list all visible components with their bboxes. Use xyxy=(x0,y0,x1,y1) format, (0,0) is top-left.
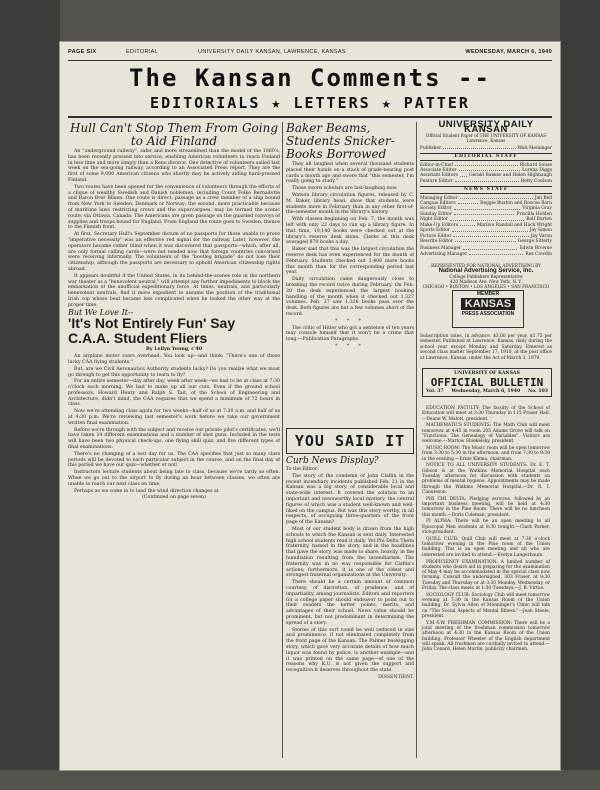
letters-column xyxy=(286,456,414,682)
letter-para: There should be a certain amount of common courtesy, of discretion, of prudence, and of impartiality, among journalists. Editors and reporters for a college paper should endeavor to point out to their readers the better points, merits, and advantages of their school. News value should be prominent, but not predominant in determining the spread of a story. xyxy=(286,580,414,626)
staff-row: Campus Editors Reggie Buxton and Roscoe Born xyxy=(420,201,552,207)
staff-row: Assistant Editors Gerald Banker and Helen Highbaugh xyxy=(420,173,552,179)
letter-para: The story of the condemn of John Claflin in the recent incendiary incidents published Feb. 21 in the Kansan was a big story, of considerable local and state-wide interest. It covered the solution to an important and newsworthy local mystery, the central figures of which was a student well-known and well-liked on the campus. But was this story worthy, in all respects, of occupying three-quarters of the front page of the Kansan? xyxy=(286,473,414,526)
masthead-subtitle: EDITORIALS ★ LETTERS ★ PATTER xyxy=(150,94,470,112)
staff-row: Business Manager Edwin Browne xyxy=(420,246,552,252)
letter-salutation: To the Editor: xyxy=(286,467,319,472)
editorial-column-left xyxy=(68,122,280,502)
staff-row: Rewrite Editor George Sitterly xyxy=(420,238,552,244)
staff-row: Managing Editor Jim Bell xyxy=(420,195,552,201)
staff-row: Advertising Manager Rex Cowdin xyxy=(420,251,552,257)
bulletin-notice: EDUCATION FACULTY: The faculty of the School of Education will meet at 3:30 Thursday in 115 Fraser Hall.—Deane W. Malott, president. xyxy=(422,406,550,422)
newspaper-page xyxy=(60,42,560,770)
letter-signature: DISSENTIENT. xyxy=(378,674,414,680)
letter-headline: Curb News Display? xyxy=(286,456,379,466)
editorial-finland-para: It appears doubtful if the United States, in its behind-the-scenes role in the northern war theater as a "benevolent neutral," will attempt any further impediments to block the embarkation of the unofficial expeditionary force. At times, neutrals, and particularly benevolent neutrals, find it more expedient to assume the position of the traditional Irish cop whose beat became less complicated when he looked the other way at the proper time. xyxy=(68,273,280,308)
staff-box-subtitle: Official Student Paper of THE UNIVERSITY OF KANSAS Lawrence, Kansas xyxy=(425,132,547,143)
masthead-title: The Kansan Comments -- xyxy=(129,64,491,92)
library-para: Baker said that this was the largest circulation the reserve desk has even experienced for the month of February. Students checked out 2,408 more books this month than for the corresponding period last year. xyxy=(286,247,414,276)
masthead-rule xyxy=(68,116,552,118)
page-number: PAGE SIX xyxy=(68,49,97,55)
column-rule xyxy=(282,122,283,758)
staff-row: Society Editor Virginia Gray xyxy=(420,206,552,212)
editorial-finland-para: An "underground railway", safer and more streamlined than the model of the 1860's, has been recently pressed into service, enabling American volunteers to reach Finland in less time and more simply than a Reno divorce. One detective of volunteers sailed last week on the sea-going railway, according to an Associated Press report. They are the first of some 9,000 American citizens who shortly may be actively aiding hard-pressed Finland. xyxy=(68,149,280,183)
editorial-staff-heading: EDITORIAL STAFF xyxy=(420,153,552,160)
caa-byline: By Leilyn Young, c'40 xyxy=(145,347,203,353)
staff-row: Associate Editor Lorena Diggs xyxy=(420,168,552,174)
staff-row: Picture Editor Jay Varon xyxy=(420,233,552,239)
column-rule xyxy=(416,122,417,758)
scan-border-top xyxy=(0,0,600,42)
bulletin-notice: SOCIOLOGY CLUB: Sociology Club will meet tomorrow evening at 7:30 in the Kansas Room of the Union building. Dr. Sylvia Allen of Menninger's Clinic will talk on "The Social Aspects of Mental Illness."—Jean Steele, president. xyxy=(422,592,550,619)
bulletin-notices xyxy=(422,406,550,654)
caa-para: There's no changing of a test day for us. The CAA specifies that just so many class periods will be devoted to each particular subject in the course, and on the final day of this period we have our quiz—whether or not! xyxy=(68,451,280,469)
subscription-info: Subscription rates, in advance, $3.00 per year, $1.75 per semester. Published at Lawrence, Kansas, daily during the school year except Monday and Saturday. Entered as second class matter September 17, 1910, at the post office at Lawrence, Kansas, under the Act of March 3, 1879. xyxy=(420,334,552,361)
caa-continued: (Continued on page seven) xyxy=(142,495,206,501)
library-para: With classes beginning on Feb. 7, the month was left with only 22 days to run up a library figure. In that time, 19,140 books were checked out at the library's reserve desk alone. Clerks at this desk averaged 870 books a day. xyxy=(286,217,414,246)
library-para: Those sworn scholars are last-laughing now. xyxy=(292,186,398,192)
staff-row: Editor-in-Chief Richard Souse xyxy=(420,162,552,168)
bulletin-notice: QUILL CLUB: Quill Club will meet at 7:30 o'clock tomorrow evening in the Pine room of the Union building. This is an open meeting and all who are interested are invited to attend.—Evelyn Langerbaum. xyxy=(422,536,550,558)
bulletin-notice: Y.M.-Y.W. FRESHMAN COMMISSION: There will be a joint meeting of the freshman commission tomorrow afternoon at 4:30 in the Kansas Room of the Union building. Professor Wheeler of the English department will speak. All freshmen are cordially invited to attend.—John Conard, Helen Martin, publicity chairmen. xyxy=(422,620,550,653)
caa-kicker: But We Love It-- xyxy=(68,307,134,317)
caa-para: Before we're through with the subject and receive our private pilot's certificates, we'll have taken 14 different examinations and a number of shot guns. Included in the tests will have been two physical check-ups, one flying skill quiz, and five different types of final examinations. xyxy=(68,427,280,451)
news-staff-heading: NEWS STAFF xyxy=(420,186,552,193)
staff-row: Night Editor Rolf Burton xyxy=(420,217,552,223)
section-label: EDITORIAL xyxy=(126,49,159,55)
caa-para: For an entire semester—day after day, week after week—we had to be at class at 7:30 o'clock each morning. We had to make up all our cuts. Even if the ground school professors, Howard Henry and Ralph S. Tait, of the School of Engineering and Architecture, didn't mind, the CAA requires that we spend a minimum of 72 hours in class. xyxy=(68,379,280,408)
bulletin-notice: PI ALPHA: There will be an open meeting to all Episcopal Men students at 8:30 tonight.—Clark Parker, vice-president. xyxy=(422,519,550,536)
scan-border-right xyxy=(560,0,600,790)
library-headline: Baker Beams, Students Snicker- Books Borrowed xyxy=(286,121,395,161)
library-para: They all laughed when several thousand students placed their hands on a stack of grade-bearing post cards a month ago and swore that "this semester, I'm really going to study." xyxy=(286,162,414,185)
caa-headline: 'It's Not Entirely Fun' Say C.A.A. Student Fliers xyxy=(68,315,236,347)
caa-para: An airplane motor roars overhead. You look up—and think: "There's one of those lucky CAA flying students." xyxy=(68,354,280,365)
publication-line: UNIVERSITY DAILY KANSAN, LAWRENCE, KANSAS xyxy=(198,49,346,55)
page-folio xyxy=(68,49,552,59)
publisher-row: Publisher Walt Meininger xyxy=(420,145,552,151)
staff-row: Sports Editor Jay Simon xyxy=(420,228,552,234)
editorial-column-middle xyxy=(286,122,414,351)
folio-rule xyxy=(68,60,552,61)
caa-para: But, are we Civil Aeronautics Authority students lucky? Do you realize what we must go through to get this opportunity to learn to fly? xyxy=(68,366,280,378)
press-association-logo: MEMBER KANSAS PRESS ASSOCIATION xyxy=(452,290,524,328)
caa-para: Now we're attending class again for two weeks—half of us at 7:30 a.m. and half of us at 4:30 p.m. We're reviewing last semester's work before we take our government written final examination. xyxy=(68,409,280,426)
editorial-finland-para: Two routes have been opened for the convenience of volunteers through the efforts of a clique of wealthy Swedish and Danish noblemen, including Count Folke Bernadotte and Baron Bror Blixen. One route is direct: passage as a crew member of a ship bound from New York to Sweden, Denmark or Norway; the second, more practicable because of maritime laws restricting crews and the supercargoes, may be termed the scenic route: via Ottawa, Canada. The Americans are given passage on the guarded convoys of supplies and troops bound for England. From England the route goes to Sweden, thence to the Finnish front. xyxy=(68,184,280,231)
scan-border-left xyxy=(0,0,60,790)
bulletin-notice: MUSIC ROOM: The Music room will be open tomorrow from 3:30 to 5:30 in the afternoon, and from 7:30 to 9:30 in the evening.—Ernie Klema, chairman. xyxy=(422,446,550,462)
staff-row: Make-Up Editors Marilou Randall and Hack Wright xyxy=(420,222,552,228)
bulletin-notice: NOTICE TO ALL UNIVERSITY STUDENTS: Dr. E. T. Gibson is at the Watkins Memorial Hospital each Tuesday afternoon for discussion with students on problems of mental hygiene. Appointments may be made through the Watkins Memorial Hospital.—Dr. R. I. Canuteson. xyxy=(422,463,550,495)
scan-border-bottom xyxy=(0,770,600,790)
letters-banner: YOU SAID IT xyxy=(286,428,414,454)
separator-stars: * * * xyxy=(334,318,365,324)
staff-row: Sunday Editor Priscilla Holden xyxy=(420,211,552,217)
patter-item: The critic of Hitler who got a sentence of ten years may console himself that it won't be a crime that long.—Publication Paragraphs. xyxy=(286,325,414,343)
separator-stars: * * * xyxy=(334,343,365,349)
editorial-finland-headline: Hull Can't Stop Them From Going to Aid Finland xyxy=(69,121,278,148)
library-para: Daily circulation came dangerously close to breaking the record twice during February. On Feb. 20 the desk experienced the largest booking handling of the month when it checked out 1,327 volumes. Feb. 27 saw 1,326 books pass over the desk. Both figures are but a few volumes short of the record. xyxy=(286,277,414,317)
editorial-finland-para: At first, Secretary Hull's September dictum of no passports for those unable to prove "imperative necessity" was an effective red signal for the railway. Later, however, the operators became rather blind when it was discovered that passports—which, after all, are only formal calling cards—were not needed now that foreign countries concerned were receiving informally. The volunteers of the "bootleg brigade" do not lose their citizenship, although the passports are necessary to uphold American citizenship rights abroad. xyxy=(68,232,280,272)
library-para: Watson library circulation figures, released by C. M. Baker, library head, show that students were students more in February than in any other first-of-the-semester month in the library's history. xyxy=(286,192,414,216)
caa-para: Instructors lecture students about being late to class, because we're tardy so often. When we go out to the airport to fly during an hour between classes, we often are unable to reach our next class on time. xyxy=(68,470,280,487)
letter-para: Most of our student body is drawn from the high schools to which the Kansan is sent daily. Interested high school students read it daily. Yet Phi Delta Theta fraternity, named in the story, and in the headlines that gave the story, was made to share, heavily, in the humiliation resulting from the incendiarism. The fraternity was in no way responsible for Claflin's actions; furthermore, it is one of the oldest and strongest fraternal organizations at the University. xyxy=(286,526,414,579)
bulletin-notice: MATHEMATICS STUDENTS: The Math Club will meet tomorrow at 4:45 in room 205 Adams Grove will talk on "Functions: The Genealogy of Variables". Visitors are welcome.—Marlow Shiekelsky, president. xyxy=(422,423,550,445)
national-rep: REPRESENTED FOR NATIONAL ADVERTISING BY National Advertising Service, Inc. College Publishers Representative 420 Madison Ave. New York, N. Y. CHICAGO • BOSTON • LOS ANGELES • SAN FRANCISCO xyxy=(422,263,550,290)
bulletin-notice: PHI CHI DELTA: Pledging services, followed by an important business meeting, will be held at 4:30 tomorrow in the Pine Room. There will be no luncheon this month.—Doris Coleman, president. xyxy=(422,496,550,518)
caa-para: Perhaps as we come in to land the wind direction changes at xyxy=(74,488,219,494)
staff-box-title: UNIVERSITY DAILY KANSAN xyxy=(438,119,534,136)
issue-date: WEDNESDAY, MARCH 6, 1940 xyxy=(465,49,552,55)
staff-box xyxy=(420,119,552,290)
letter-para: Stories of this sort could be well reduced in size and prominence, if not eliminated completely from the front page of the Kansan. The Palmer bookigging story, which gave very accurate details of how much liquor was found by police, is another example—and it was printed on the same page—of one of the reasons why K.U. is not given the support and recognition it deserves throughout the state. xyxy=(286,627,414,674)
bulletin-notice: PROFICIENCY EXAMINATION: A limited number of students who desire aid in preparing for the examination of May 4 may be accommodated in the special class now forming. Consult the undersigned, 303 Fraser, at 9:30 Tuesday and Thursday or at 3:30 Monday, Wednesday, or Friday. The class meets at 1:30 Tuesdays.—J. B. Virtue. xyxy=(422,559,550,591)
official-bulletin-header: UNIVERSITY OF KANSAS OFFICIAL BULLETIN Vol. 37 Wednesday, March 6, 1940 No. 103 xyxy=(422,368,552,397)
staff-row: Feature Editor Betty Coulson xyxy=(420,178,552,184)
